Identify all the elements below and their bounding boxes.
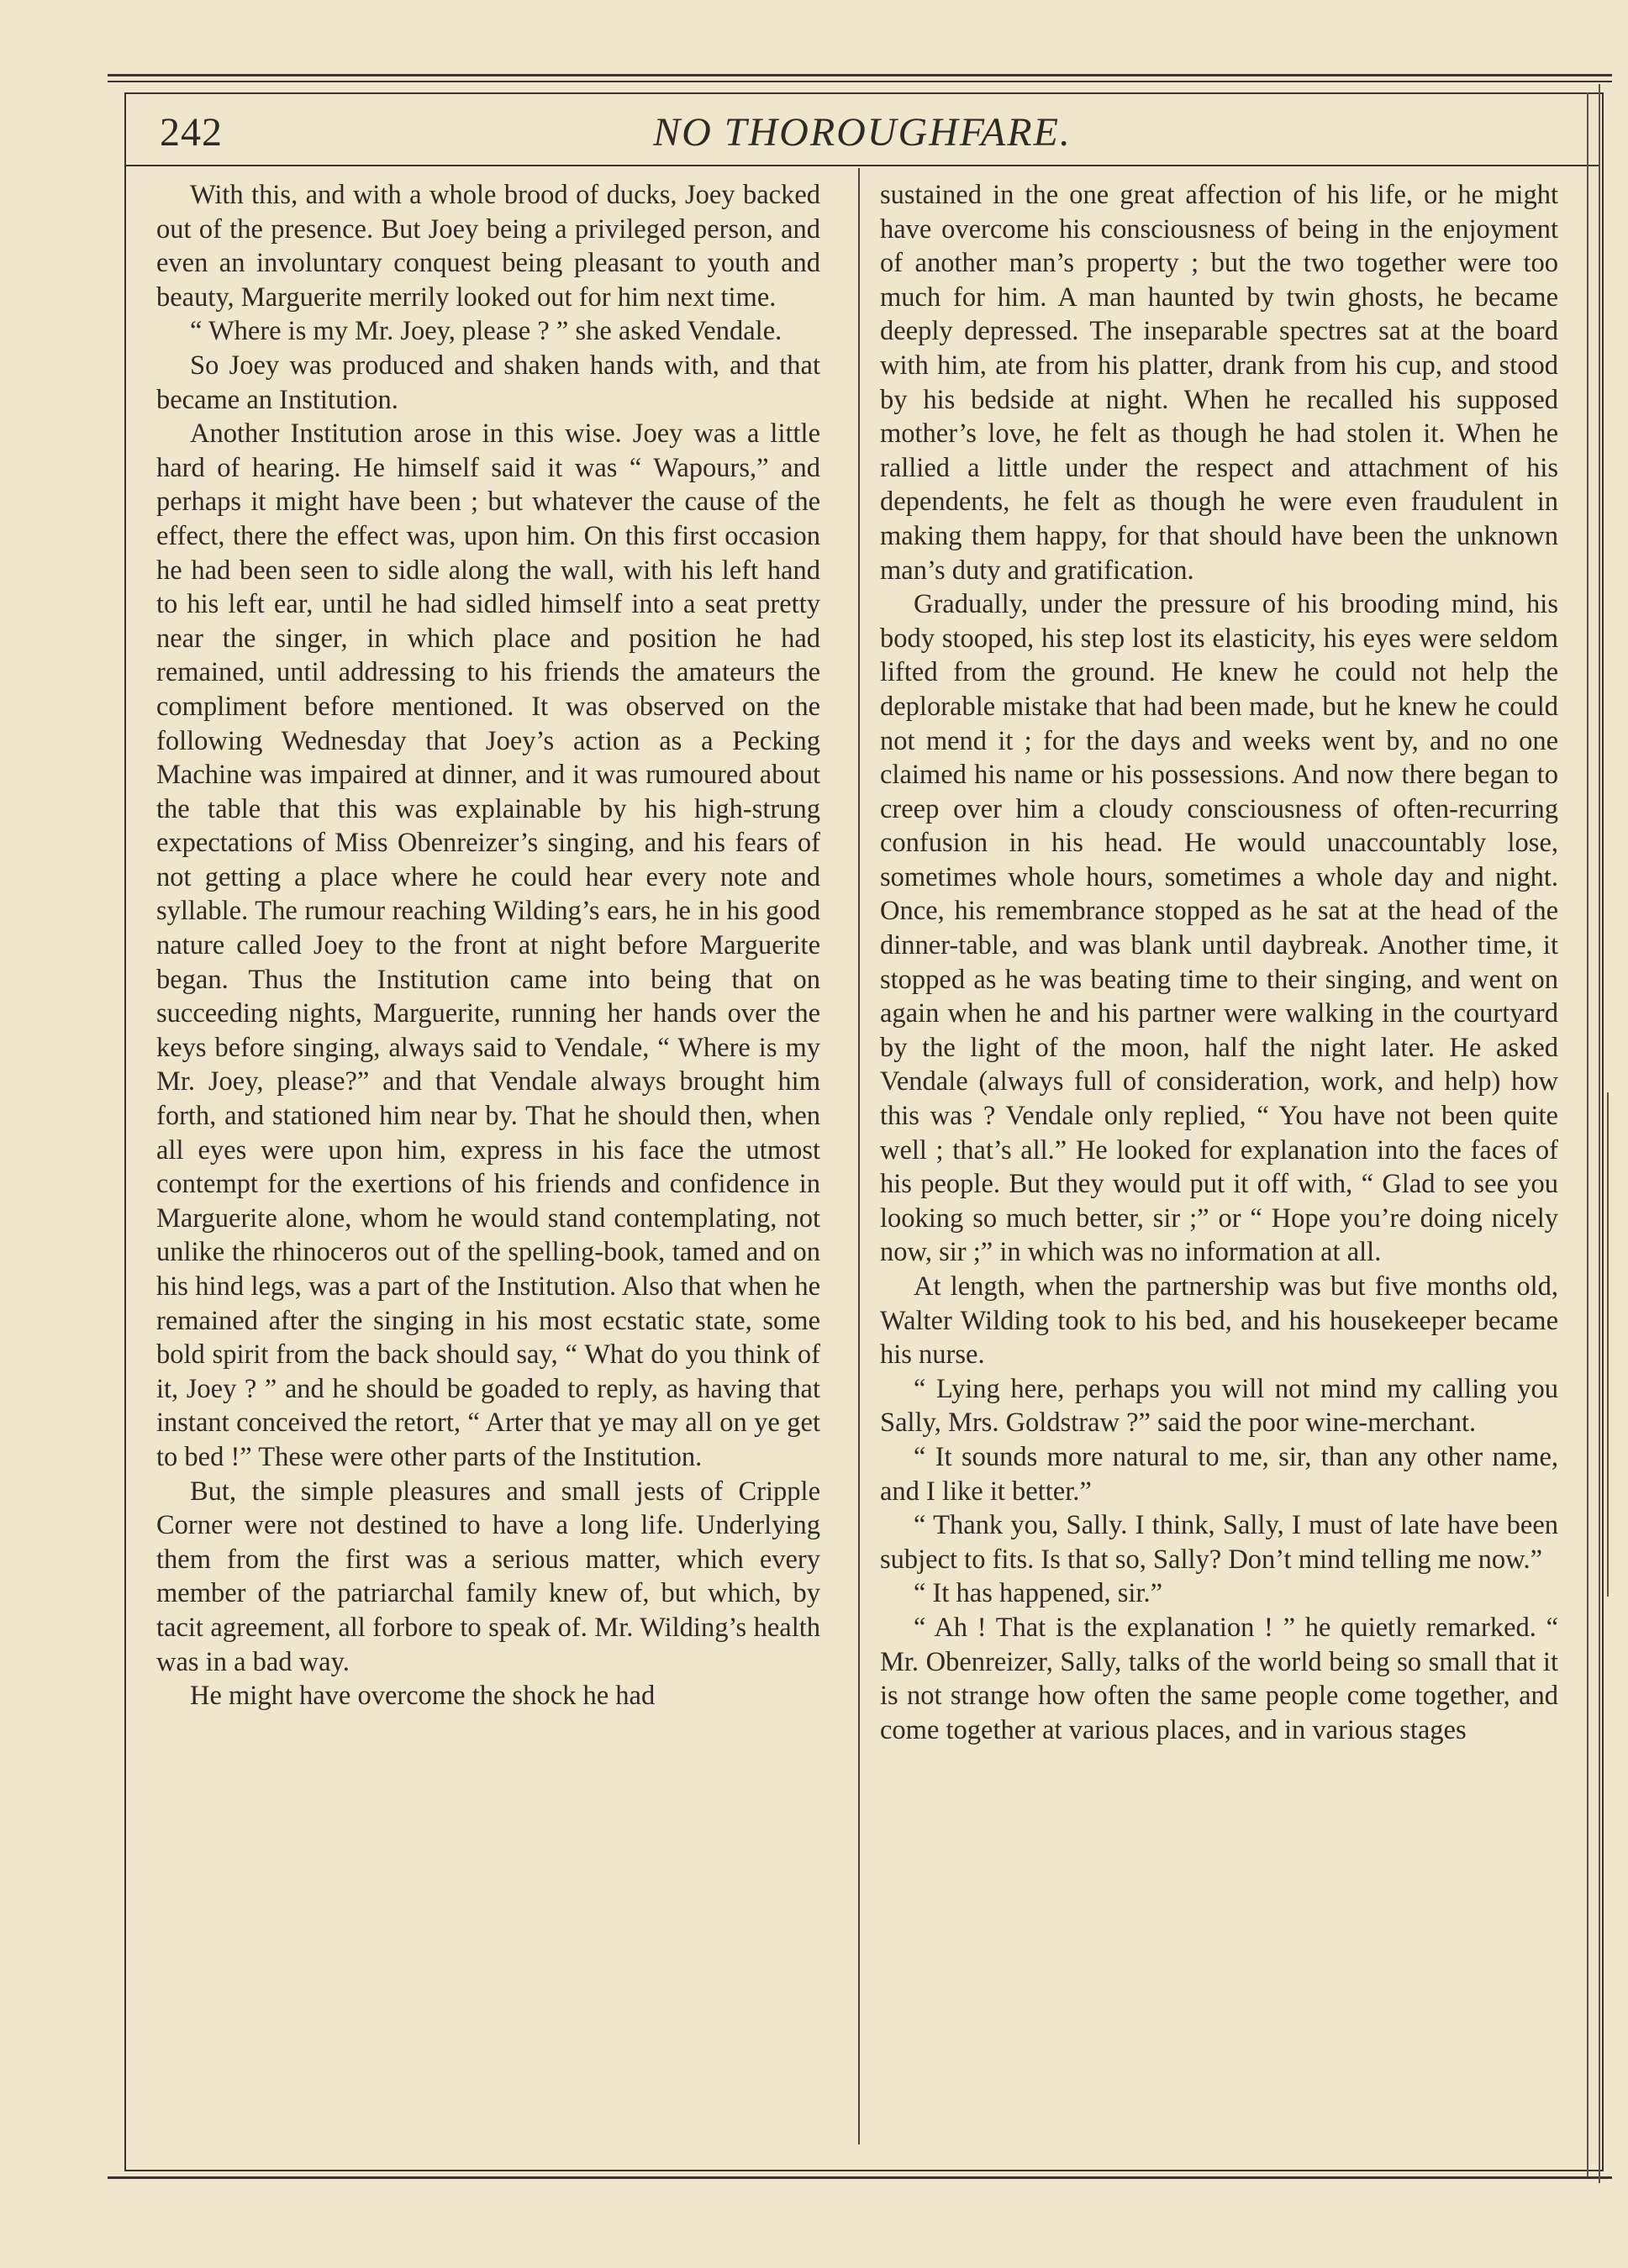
paragraph: Another Institution arose in this wise. Joey was a little hard of hearing. He himself said it was “ Wapours,” and perhaps it might have been ; but whatever the cause of the effect, there the effect was, upon him. On this first occasion he had been seen to sidle along the wall, with his left hand to his left ear, until he had sidled himself into a seat pretty near the singer, in which place and position he had remained, until addressing to his friends the amateurs the compliment before mentioned. It was observed on the following Wednesday that Joey’s action as a Pecking Machine was impaired at dinner, and it was rumoured about the table that this was explainable by his high-strung expectations of Miss Obenreizer’s singing, and his fears of not getting a place where he could hear every note and syllable. The rumour reaching Wilding’s ears, he in his good nature called Joey to the front at night before Marguerite began. Thus the Institution came into being that on succeeding nights, Marguerite, running her hands over the keys before singing, always said to Vendale, “ Where is my Mr. Joey, please?” and that Vendale always brought him forth, and stationed him near by. That he should then, when all eyes were upon him, express in his face the utmost contempt for the exertions of his friends and confidence in Marguerite alone, whom he would stand contemplating, not unlike the rhinoceros out of the spelling-book, tamed and on his hind legs, was a part of the Institution. Also that when he remained after the singing in his most ecstatic state, some bold spirit from the back should say, “ What do you think of it, Joey ? ” and he should be goaded to reply, as having that instant conceived the retort, “ Arter that ye may all on ye get to bed !” These were other parts of the Institution. <box>156 418 820 1472</box>
page-header <box>126 103 1599 161</box>
running-title: NO THOROUGHFARE. <box>653 110 1072 155</box>
paragraph: With this, and with a whole brood of ducks, Joey backed out of the presence. But Joey being a privileged person, and even an involuntary conquest being pleasant to youth and beauty, Marguerite merrily looked out for him next time. <box>156 180 820 313</box>
paragraph: At length, when the partnership was but five months old, Walter Wilding took to his bed, and his housekeeper became his nurse. <box>880 1271 1558 1371</box>
paragraph: “ It sounds more natural to me, sir, than any other name, and I like it better.” <box>880 1441 1558 1507</box>
paragraph: “ Lying here, perhaps you will not mind my calling you Sally, Mrs. Goldstraw ?” said the poor wine-merchant. <box>880 1373 1558 1439</box>
binding-edge-marks <box>1580 84 1614 2185</box>
top-rule-outer <box>108 74 1612 76</box>
paragraph: “ Ah ! That is the explanation ! ” he quietly remarked. “ Mr. Obenreizer, Sally, talks of the world being so small that it is not strange how often the same people come together, and come together at various places, and in various stages <box>880 1612 1558 1745</box>
column-divider <box>858 168 860 2144</box>
paragraph: “ Thank you, Sally. I think, Sally, I must of late have been subject to fits. Is that so, Sally? Don’t mind telling me now.” <box>880 1510 1558 1575</box>
bottom-rule-outer <box>108 2176 1612 2179</box>
page-number: 242 <box>160 110 223 155</box>
paragraph: sustained in the one great affection of his life, or he might have overcome his consciousness of being in the enjoyment of another man’s property ; but the two together were too much for him. A man haunted by twin ghosts, he became deeply depressed. The inseparable spectres sat at the board with him, ate from his platter, drank from his cup, and stood by his bedside at night. When he recalled his supposed mother’s love, he felt as though he had stolen it. When he rallied a little under the respect and attachment of his dependents, he felt as though he were even fraudulent in making them happy, for that should have been the unknown man’s duty and gratification. <box>880 180 1558 586</box>
top-rule-inner <box>108 81 1612 82</box>
paragraph: He might have overcome the shock he had <box>190 1681 656 1712</box>
paragraph: But, the simple pleasures and small jests of Cripple Corner were not destined to have a long life. Underlying them from the first was a serious matter, which every member of the patriarchal family knew of, but which, by tacit agreement, all forbore to speak of. Mr. Wilding’s health was in a bad way. <box>156 1476 820 1677</box>
right-column <box>880 178 1558 1747</box>
paragraph: “ Where is my Mr. Joey, please ? ” she asked Vendale. <box>190 316 782 347</box>
paragraph: So Joey was produced and shaken hands with, and that became an Institution. <box>156 350 820 415</box>
header-rule <box>126 165 1599 166</box>
paragraph: “ It has happened, sir.” <box>914 1578 1163 1609</box>
left-column <box>156 178 820 1713</box>
paragraph: Gradually, under the pressure of his brooding mind, his body stooped, his step lost its elasticity, his eyes were seldom lifted from the ground. He knew he could not help the deplorable mistake that had been made, but he knew he could not mend it ; for the days and weeks went by, and no one claimed his name or his possessions. And now there began to creep over him a cloudy consciousness of often-recurring confusion in his head. He would unaccountably lose, sometimes whole hours, sometimes a whole day and night. Once, his remembrance stopped as he sat at the head of the dinner-table, and was blank until daybreak. Another time, it stopped as he was beating time to their singing, and went on again when he and his partner were walking in the courtyard by the light of the moon, half the night later. He asked Vendale (always full of consideration, work, and help) how this was ? Vendale only replied, “ You have not been quite well ; that’s all.” He looked for explanation into the faces of his people. But they would put it off with, “ Glad to see you looking so much better, sir ;” or “ Hope you’re doing nicely now, sir ;” in which was no information at all. <box>880 589 1558 1268</box>
